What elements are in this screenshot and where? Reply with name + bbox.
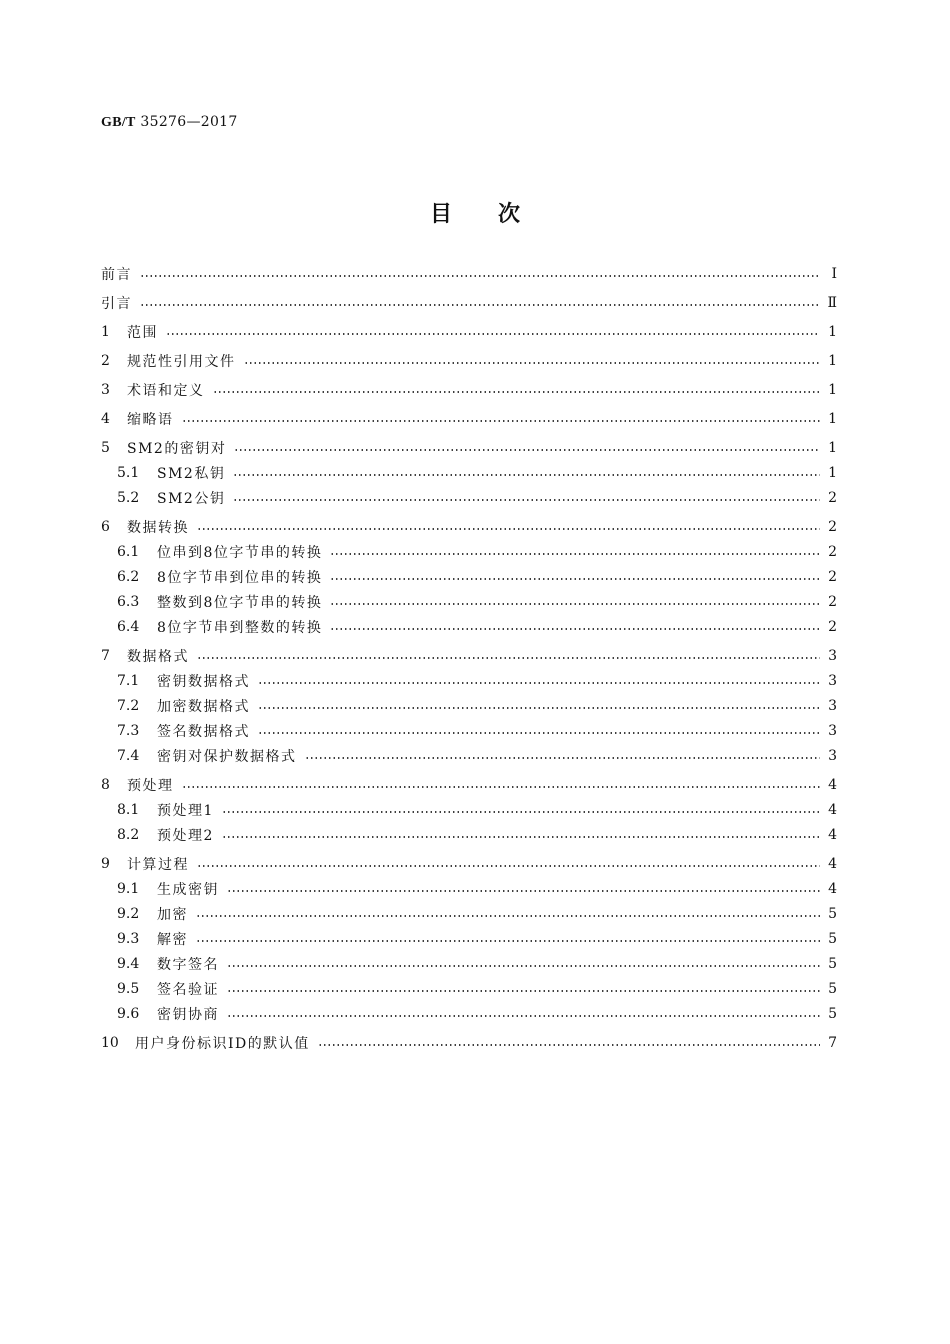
toc-entry-title: SM2公钥 <box>157 491 226 507</box>
toc-entry-title: SM2的密钥对 <box>127 441 227 457</box>
toc-entry-page: 1 <box>828 382 837 398</box>
toc-entry-number: 6.4 <box>117 619 140 635</box>
toc-entry[interactable] <box>117 978 837 1000</box>
toc-entry-number: 9.5 <box>117 981 140 997</box>
toc-leader-dots <box>182 786 821 788</box>
toc-entry-title: 签名验证 <box>157 982 219 998</box>
toc-entry-number: 1 <box>101 324 110 340</box>
toc-entry-number: 7.1 <box>117 673 140 689</box>
toc-leader-dots <box>233 499 820 501</box>
toc-entry-page: 5 <box>828 1006 837 1022</box>
toc-entry-number: 9.4 <box>117 956 140 972</box>
toc-entry-page: 3 <box>828 748 837 764</box>
toc-entry-page: 1 <box>828 465 837 481</box>
toc-entry-title: 解密 <box>157 932 188 948</box>
toc-entry[interactable] <box>101 1032 837 1054</box>
toc-entry-title: 缩略语 <box>127 412 174 428</box>
toc-leader-dots <box>227 990 820 992</box>
toc-entry[interactable] <box>117 824 837 846</box>
toc-leader-dots <box>234 449 820 451</box>
toc-leader-dots <box>222 811 820 813</box>
toc-entry-page: 4 <box>828 856 837 872</box>
toc-leader-dots <box>196 915 820 917</box>
toc-leader-dots <box>244 362 821 364</box>
toc-entry-number: 5.2 <box>117 490 140 506</box>
toc-entry-number: 6 <box>101 519 110 535</box>
toc-entry-page: 3 <box>828 698 837 714</box>
toc-entry-number: 7.4 <box>117 748 140 764</box>
toc-entry-page: 2 <box>828 544 837 560</box>
toc-entry-title: 位串到8位字节串的转换 <box>157 545 323 561</box>
toc-entry[interactable] <box>117 695 837 717</box>
toc-entry-title: 加密数据格式 <box>157 699 250 715</box>
toc-entry-page: 2 <box>828 619 837 635</box>
toc-entry-number: 9.2 <box>117 906 140 922</box>
toc-entry-title: 范围 <box>127 325 158 341</box>
toc-leader-dots <box>197 528 820 530</box>
toc-leader-dots <box>166 333 820 335</box>
toc-entry-title: 签名数据格式 <box>157 724 250 740</box>
toc-entry-title: 密钥协商 <box>157 1007 219 1023</box>
toc-entry[interactable] <box>117 541 837 563</box>
toc-leader-dots <box>222 836 820 838</box>
toc-entry-number: 6.1 <box>117 544 140 560</box>
toc-leader-dots <box>140 275 821 277</box>
toc-entry-number: 9.6 <box>117 1006 140 1022</box>
toc-entry-page: 3 <box>828 723 837 739</box>
toc-entry[interactable] <box>117 462 837 484</box>
toc-leader-dots <box>196 940 820 942</box>
toc-entry[interactable] <box>101 263 837 285</box>
toc-entry-number: 7.2 <box>117 698 140 714</box>
toc-entry-title: 引言 <box>101 296 132 312</box>
toc-entry-page: Ⅱ <box>827 295 837 311</box>
toc-entry-number: 6.2 <box>117 569 140 585</box>
toc-entry[interactable] <box>101 853 837 875</box>
toc-entry-title: 术语和定义 <box>127 383 205 399</box>
toc-entry[interactable] <box>101 321 837 343</box>
toc-entry[interactable] <box>101 350 837 372</box>
toc-leader-dots <box>305 757 821 759</box>
toc-entry[interactable] <box>117 745 837 767</box>
toc-entry-number: 2 <box>101 353 110 369</box>
toc-leader-dots <box>227 965 820 967</box>
toc-entry-page: 2 <box>828 594 837 610</box>
toc-entry-page: 7 <box>828 1035 837 1051</box>
toc-entry-number: 7.3 <box>117 723 140 739</box>
toc-entry-title: 预处理1 <box>157 803 214 819</box>
toc-entry-title: 加密 <box>157 907 188 923</box>
standard-code <box>101 114 238 131</box>
toc-entry-title: 计算过程 <box>127 857 189 873</box>
standard-prefix: GB/T <box>101 115 136 130</box>
toc-entry-page: 5 <box>828 956 837 972</box>
toc-entry-page: 2 <box>828 490 837 506</box>
toc-entry-title: 用户身份标识ID的默认值 <box>135 1036 310 1052</box>
toc-entry[interactable] <box>117 566 837 588</box>
toc-entry-page: 1 <box>828 324 837 340</box>
toc-entry-page: 1 <box>828 411 837 427</box>
toc-entry[interactable] <box>117 928 837 950</box>
toc-entry[interactable] <box>117 953 837 975</box>
toc-leader-dots <box>197 657 820 659</box>
toc-entry-number: 7 <box>101 648 110 664</box>
toc-leader-dots <box>227 1015 820 1017</box>
toc-leader-dots <box>182 420 821 422</box>
toc-leader-dots <box>227 890 820 892</box>
toc-entry-page: 1 <box>828 353 837 369</box>
toc-entry-page: 5 <box>828 931 837 947</box>
toc-entry-title: 预处理2 <box>157 828 214 844</box>
toc-leader-dots <box>318 1044 820 1046</box>
toc-entry-number: 8 <box>101 777 110 793</box>
toc-entry-page: 4 <box>828 777 837 793</box>
toc-entry-number: 5 <box>101 440 110 456</box>
toc-entry-number: 9.3 <box>117 931 140 947</box>
toc-entry-page: 4 <box>828 881 837 897</box>
toc-entry[interactable] <box>101 516 837 538</box>
page-title: 目次 <box>429 202 566 227</box>
toc-leader-dots <box>330 553 820 555</box>
toc-entry[interactable] <box>101 774 837 796</box>
toc-entry[interactable] <box>117 487 837 509</box>
toc-entry[interactable] <box>117 799 837 821</box>
toc-entry-title: 密钥数据格式 <box>157 674 250 690</box>
toc-entry[interactable] <box>101 292 837 314</box>
toc-entry-page: 3 <box>828 648 837 664</box>
toc-entry-title: 数据转换 <box>127 520 189 536</box>
toc-entry-page: 4 <box>828 827 837 843</box>
toc-leader-dots <box>330 578 820 580</box>
toc-entry-title: 8位字节串到整数的转换 <box>157 620 323 636</box>
toc-leader-dots <box>213 391 821 393</box>
toc-entry[interactable] <box>117 720 837 742</box>
toc-entry-number: 4 <box>101 411 110 427</box>
toc-entry[interactable] <box>117 1003 837 1025</box>
toc-entry[interactable] <box>117 903 837 925</box>
toc-leader-dots <box>197 865 820 867</box>
toc-entry-number: 3 <box>101 382 110 398</box>
toc-entry-number: 8.2 <box>117 827 140 843</box>
toc-entry[interactable] <box>117 878 837 900</box>
toc-entry[interactable] <box>117 670 837 692</box>
toc-entry[interactable] <box>117 591 837 613</box>
toc-entry-page: 4 <box>828 802 837 818</box>
toc-entry-page: 2 <box>828 569 837 585</box>
toc-entry-number: 5.1 <box>117 465 140 481</box>
toc-leader-dots <box>330 603 820 605</box>
toc-entry-title: 预处理 <box>127 778 174 794</box>
toc-entry-page: 5 <box>828 906 837 922</box>
toc-entry-number: 9.1 <box>117 881 140 897</box>
toc-entry[interactable] <box>101 645 837 667</box>
toc-leader-dots <box>140 304 819 306</box>
toc-entry-title: 数据格式 <box>127 649 189 665</box>
toc-entry-page: Ⅰ <box>831 266 837 282</box>
toc-entry-title: 整数到8位字节串的转换 <box>157 595 323 611</box>
toc-leader-dots <box>258 732 820 734</box>
toc-leader-dots <box>330 628 820 630</box>
toc-entry[interactable] <box>101 437 837 459</box>
toc-entry-number: 8.1 <box>117 802 140 818</box>
toc-entry[interactable] <box>101 408 837 430</box>
toc-leader-dots <box>258 682 820 684</box>
toc-entry-title: SM2私钥 <box>157 466 226 482</box>
toc-entry-title: 数字签名 <box>157 957 219 973</box>
toc-entry-title: 8位字节串到位串的转换 <box>157 570 323 586</box>
toc-entry-page: 2 <box>828 519 837 535</box>
toc-entry-page: 1 <box>828 440 837 456</box>
toc-entry-title: 密钥对保护数据格式 <box>157 749 297 765</box>
toc-entry-title: 生成密钥 <box>157 882 219 898</box>
toc-leader-dots <box>233 474 820 476</box>
toc-entry-title: 前言 <box>101 267 132 283</box>
toc-entry[interactable] <box>101 379 837 401</box>
toc-entry-title: 规范性引用文件 <box>127 354 236 370</box>
toc-entry[interactable] <box>117 616 837 638</box>
toc-entry-page: 3 <box>828 673 837 689</box>
toc-entry-number: 6.3 <box>117 594 140 610</box>
toc-entry-number: 9 <box>101 856 110 872</box>
toc-entry-number: 10 <box>101 1035 119 1051</box>
standard-number: 35276—2017 <box>140 114 238 130</box>
toc-entry-page: 5 <box>828 981 837 997</box>
toc-leader-dots <box>258 707 820 709</box>
